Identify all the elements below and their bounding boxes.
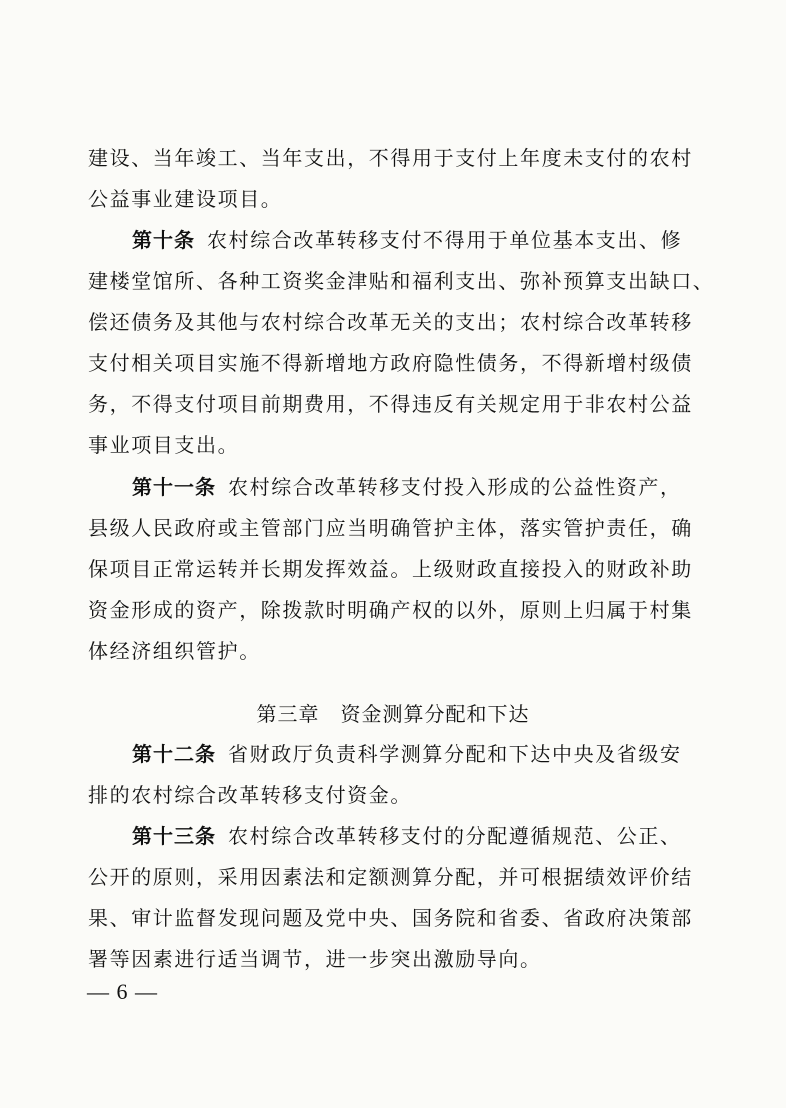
article-11-line-2: 县级人民政府或主管部门应当明确管护主体，落实管护责任，确 [88,516,693,540]
article-13-line-2: 公开的原则，采用因素法和定额测算分配，并可根据绩效评价结 [88,865,693,889]
article-13-heading: 第十三条 [132,824,216,848]
article-13-line-4: 署等因素进行适当调节，进一步突出激励导向。 [88,947,542,971]
article-11-heading: 第十一条 [132,475,216,499]
article-10-text-1: 农村综合改革转移支付不得用于单位基本支出、修 [207,228,683,252]
article-13-line-3: 果、审计监督发现问题及党中央、国务院和省委、省政府决策部 [88,906,693,930]
article-12-line-2: 排的农村综合改革转移支付资金。 [88,783,412,807]
article-12-text-1: 省财政厅负责科学测算分配和下达中央及省级安 [228,742,682,766]
paragraph-1-line-2: 公益事业建设项目。 [88,187,283,211]
article-10-heading: 第十条 [132,228,195,252]
article-10-line-2: 建楼堂馆所、各种工资奖金津贴和福利支出、弥补预算支出缺口、 [88,269,715,293]
article-11-line-4: 资金形成的资产，除拨款时明确产权的以外，原则上归属于村集 [88,598,693,622]
article-11-text-1: 农村综合改革转移支付投入形成的公益性资产， [228,475,682,499]
article-10-line-1 [132,225,762,255]
article-11-line-5: 体经济组织管护。 [88,639,261,663]
article-11-line-1 [132,472,762,502]
chapter-3-title: 第三章 资金测算分配和下达 [256,702,530,726]
article-12-line-1 [132,739,762,769]
article-12-heading: 第十二条 [132,742,216,766]
article-10-line-5: 务，不得支付项目前期费用，不得违反有关规定用于非农村公益 [88,392,693,416]
article-10-line-3: 偿还债务及其他与农村综合改革无关的支出；农村综合改革转移 [88,310,693,334]
paragraph-1-line-1: 建设、当年竣工、当年支出，不得用于支付上年度未支付的农村 [88,146,693,170]
article-13-line-1 [132,821,762,851]
article-10-line-4: 支付相关项目实施不得新增地方政府隐性债务，不得新增村级债 [88,351,693,375]
page-number: — 6 — [87,979,158,1004]
article-13-text-1: 农村综合改革转移支付的分配遵循规范、公正、 [228,824,682,848]
article-11-line-3: 保项目正常运转并长期发挥效益。上级财政直接投入的财政补助 [88,557,693,581]
article-10-line-6: 事业项目支出。 [88,433,240,457]
